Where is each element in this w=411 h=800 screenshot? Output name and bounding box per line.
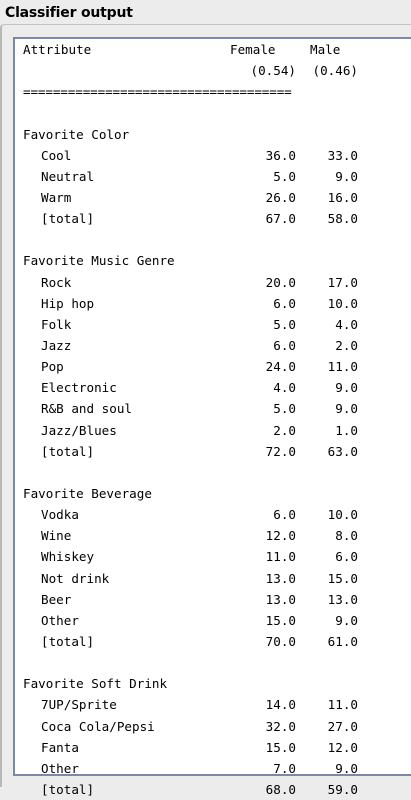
output-text-content bbox=[23, 39, 403, 800]
male-count: 2.0 bbox=[335, 337, 358, 353]
female-count: 36.0 bbox=[265, 147, 296, 163]
panel-title: Classifier output bbox=[5, 5, 133, 21]
attribute-header: Attribute bbox=[23, 42, 92, 57]
value-label: [total] bbox=[41, 781, 95, 797]
value-row bbox=[23, 589, 403, 610]
female-count: 6.0 bbox=[273, 295, 296, 311]
value-row bbox=[23, 737, 403, 758]
female-count: 7.0 bbox=[273, 760, 296, 776]
male-count: 59.0 bbox=[327, 781, 358, 797]
male-count: 15.0 bbox=[327, 570, 358, 586]
female-count: 14.0 bbox=[265, 697, 296, 713]
value-row bbox=[23, 272, 403, 293]
female-count: 15.0 bbox=[265, 739, 296, 755]
classifier-output-text-area[interactable] bbox=[13, 37, 411, 797]
value-row bbox=[23, 356, 403, 377]
value-row bbox=[23, 568, 403, 589]
value-label: Coca Cola/Pepsi bbox=[41, 718, 155, 734]
male-count: 33.0 bbox=[327, 147, 358, 163]
female-count: 72.0 bbox=[265, 443, 296, 459]
value-label: Hip hop bbox=[41, 295, 95, 311]
blank-line bbox=[23, 229, 403, 250]
female-count: 70.0 bbox=[265, 633, 296, 649]
female-count: 6.0 bbox=[273, 507, 296, 523]
female-count: 6.0 bbox=[273, 337, 296, 353]
value-label: Electronic bbox=[41, 380, 117, 396]
value-label: Fanta bbox=[41, 739, 79, 755]
blank-line bbox=[23, 652, 403, 673]
male-count: 8.0 bbox=[335, 528, 358, 544]
value-label: Warm bbox=[41, 189, 72, 205]
group-heading: Favorite Beverage bbox=[23, 485, 152, 501]
value-row bbox=[23, 716, 403, 737]
blank-line bbox=[23, 102, 403, 123]
separator-row bbox=[23, 81, 403, 102]
prior-female: (0.54) bbox=[250, 63, 296, 79]
value-label: Wine bbox=[41, 528, 72, 544]
female-count: 68.0 bbox=[265, 781, 296, 797]
value-row bbox=[23, 145, 403, 166]
male-count: 13.0 bbox=[327, 591, 358, 607]
male-count: 11.0 bbox=[327, 359, 358, 375]
group-heading-row bbox=[23, 673, 403, 694]
value-row bbox=[23, 187, 403, 208]
prior-male: (0.46) bbox=[312, 63, 358, 79]
group-heading: Favorite Color bbox=[23, 126, 130, 142]
male-count: 11.0 bbox=[327, 697, 358, 713]
value-row bbox=[23, 377, 403, 398]
header-row bbox=[23, 39, 403, 60]
value-row bbox=[23, 293, 403, 314]
value-label: Other bbox=[41, 612, 79, 628]
value-label: Jazz/Blues bbox=[41, 422, 117, 438]
attribute-groups bbox=[23, 102, 403, 800]
value-row bbox=[23, 441, 403, 462]
male-count: 58.0 bbox=[327, 211, 358, 227]
female-count: 67.0 bbox=[265, 211, 296, 227]
male-count: 10.0 bbox=[327, 295, 358, 311]
female-count: 15.0 bbox=[265, 612, 296, 628]
female-count: 4.0 bbox=[273, 380, 296, 396]
blank-line bbox=[23, 462, 403, 483]
value-row bbox=[23, 398, 403, 419]
value-label: Beer bbox=[41, 591, 72, 607]
group-heading-row bbox=[23, 124, 403, 145]
value-row bbox=[23, 208, 403, 229]
value-row bbox=[23, 546, 403, 567]
male-count: 9.0 bbox=[335, 380, 358, 396]
male-count: 12.0 bbox=[327, 739, 358, 755]
value-row bbox=[23, 758, 403, 779]
value-label: Whiskey bbox=[41, 549, 95, 565]
value-label: [total] bbox=[41, 633, 95, 649]
value-label: Jazz bbox=[41, 337, 72, 353]
value-label: Neutral bbox=[41, 168, 95, 184]
male-count: 17.0 bbox=[327, 274, 358, 290]
value-row bbox=[23, 525, 403, 546]
male-count: 63.0 bbox=[327, 443, 358, 459]
female-count: 24.0 bbox=[265, 359, 296, 375]
value-row bbox=[23, 335, 403, 356]
female-count: 2.0 bbox=[273, 422, 296, 438]
value-label: R&B and soul bbox=[41, 401, 132, 417]
male-count: 6.0 bbox=[335, 549, 358, 565]
male-count: 1.0 bbox=[335, 422, 358, 438]
female-count: 5.0 bbox=[273, 401, 296, 417]
male-count: 9.0 bbox=[335, 401, 358, 417]
separator-line: ==================================== bbox=[23, 84, 292, 100]
value-label: 7UP/Sprite bbox=[41, 697, 117, 713]
value-row bbox=[23, 166, 403, 187]
male-count: 9.0 bbox=[335, 760, 358, 776]
male-count: 4.0 bbox=[335, 316, 358, 332]
value-label: Not drink bbox=[41, 570, 110, 586]
value-row bbox=[23, 631, 403, 652]
value-label: Rock bbox=[41, 274, 72, 290]
female-count: 5.0 bbox=[273, 316, 296, 332]
value-row bbox=[23, 610, 403, 631]
value-label: Vodka bbox=[41, 507, 79, 523]
value-row bbox=[23, 779, 403, 800]
prior-row bbox=[23, 60, 403, 81]
female-count: 5.0 bbox=[273, 168, 296, 184]
value-label: Cool bbox=[41, 147, 72, 163]
value-label: Other bbox=[41, 760, 79, 776]
female-count: 13.0 bbox=[265, 591, 296, 607]
class-female-header: Female bbox=[230, 42, 276, 57]
male-count: 61.0 bbox=[327, 633, 358, 649]
female-count: 26.0 bbox=[265, 189, 296, 205]
value-row bbox=[23, 420, 403, 441]
value-row bbox=[23, 314, 403, 335]
male-count: 27.0 bbox=[327, 718, 358, 734]
female-count: 12.0 bbox=[265, 528, 296, 544]
female-count: 13.0 bbox=[265, 570, 296, 586]
value-label: [total] bbox=[41, 211, 95, 227]
female-count: 11.0 bbox=[265, 549, 296, 565]
male-count: 16.0 bbox=[327, 189, 358, 205]
group-heading-row bbox=[23, 250, 403, 271]
value-label: Folk bbox=[41, 316, 72, 332]
group-heading: Favorite Music Genre bbox=[23, 253, 175, 269]
value-label: [total] bbox=[41, 443, 95, 459]
group-heading-row bbox=[23, 483, 403, 504]
group-heading: Favorite Soft Drink bbox=[23, 676, 168, 692]
male-count: 10.0 bbox=[327, 507, 358, 523]
female-count: 32.0 bbox=[265, 718, 296, 734]
value-row bbox=[23, 694, 403, 715]
value-label: Pop bbox=[41, 359, 64, 375]
value-row bbox=[23, 504, 403, 525]
male-count: 9.0 bbox=[335, 612, 358, 628]
female-count: 20.0 bbox=[265, 274, 296, 290]
class-male-header: Male bbox=[310, 42, 341, 57]
male-count: 9.0 bbox=[335, 168, 358, 184]
